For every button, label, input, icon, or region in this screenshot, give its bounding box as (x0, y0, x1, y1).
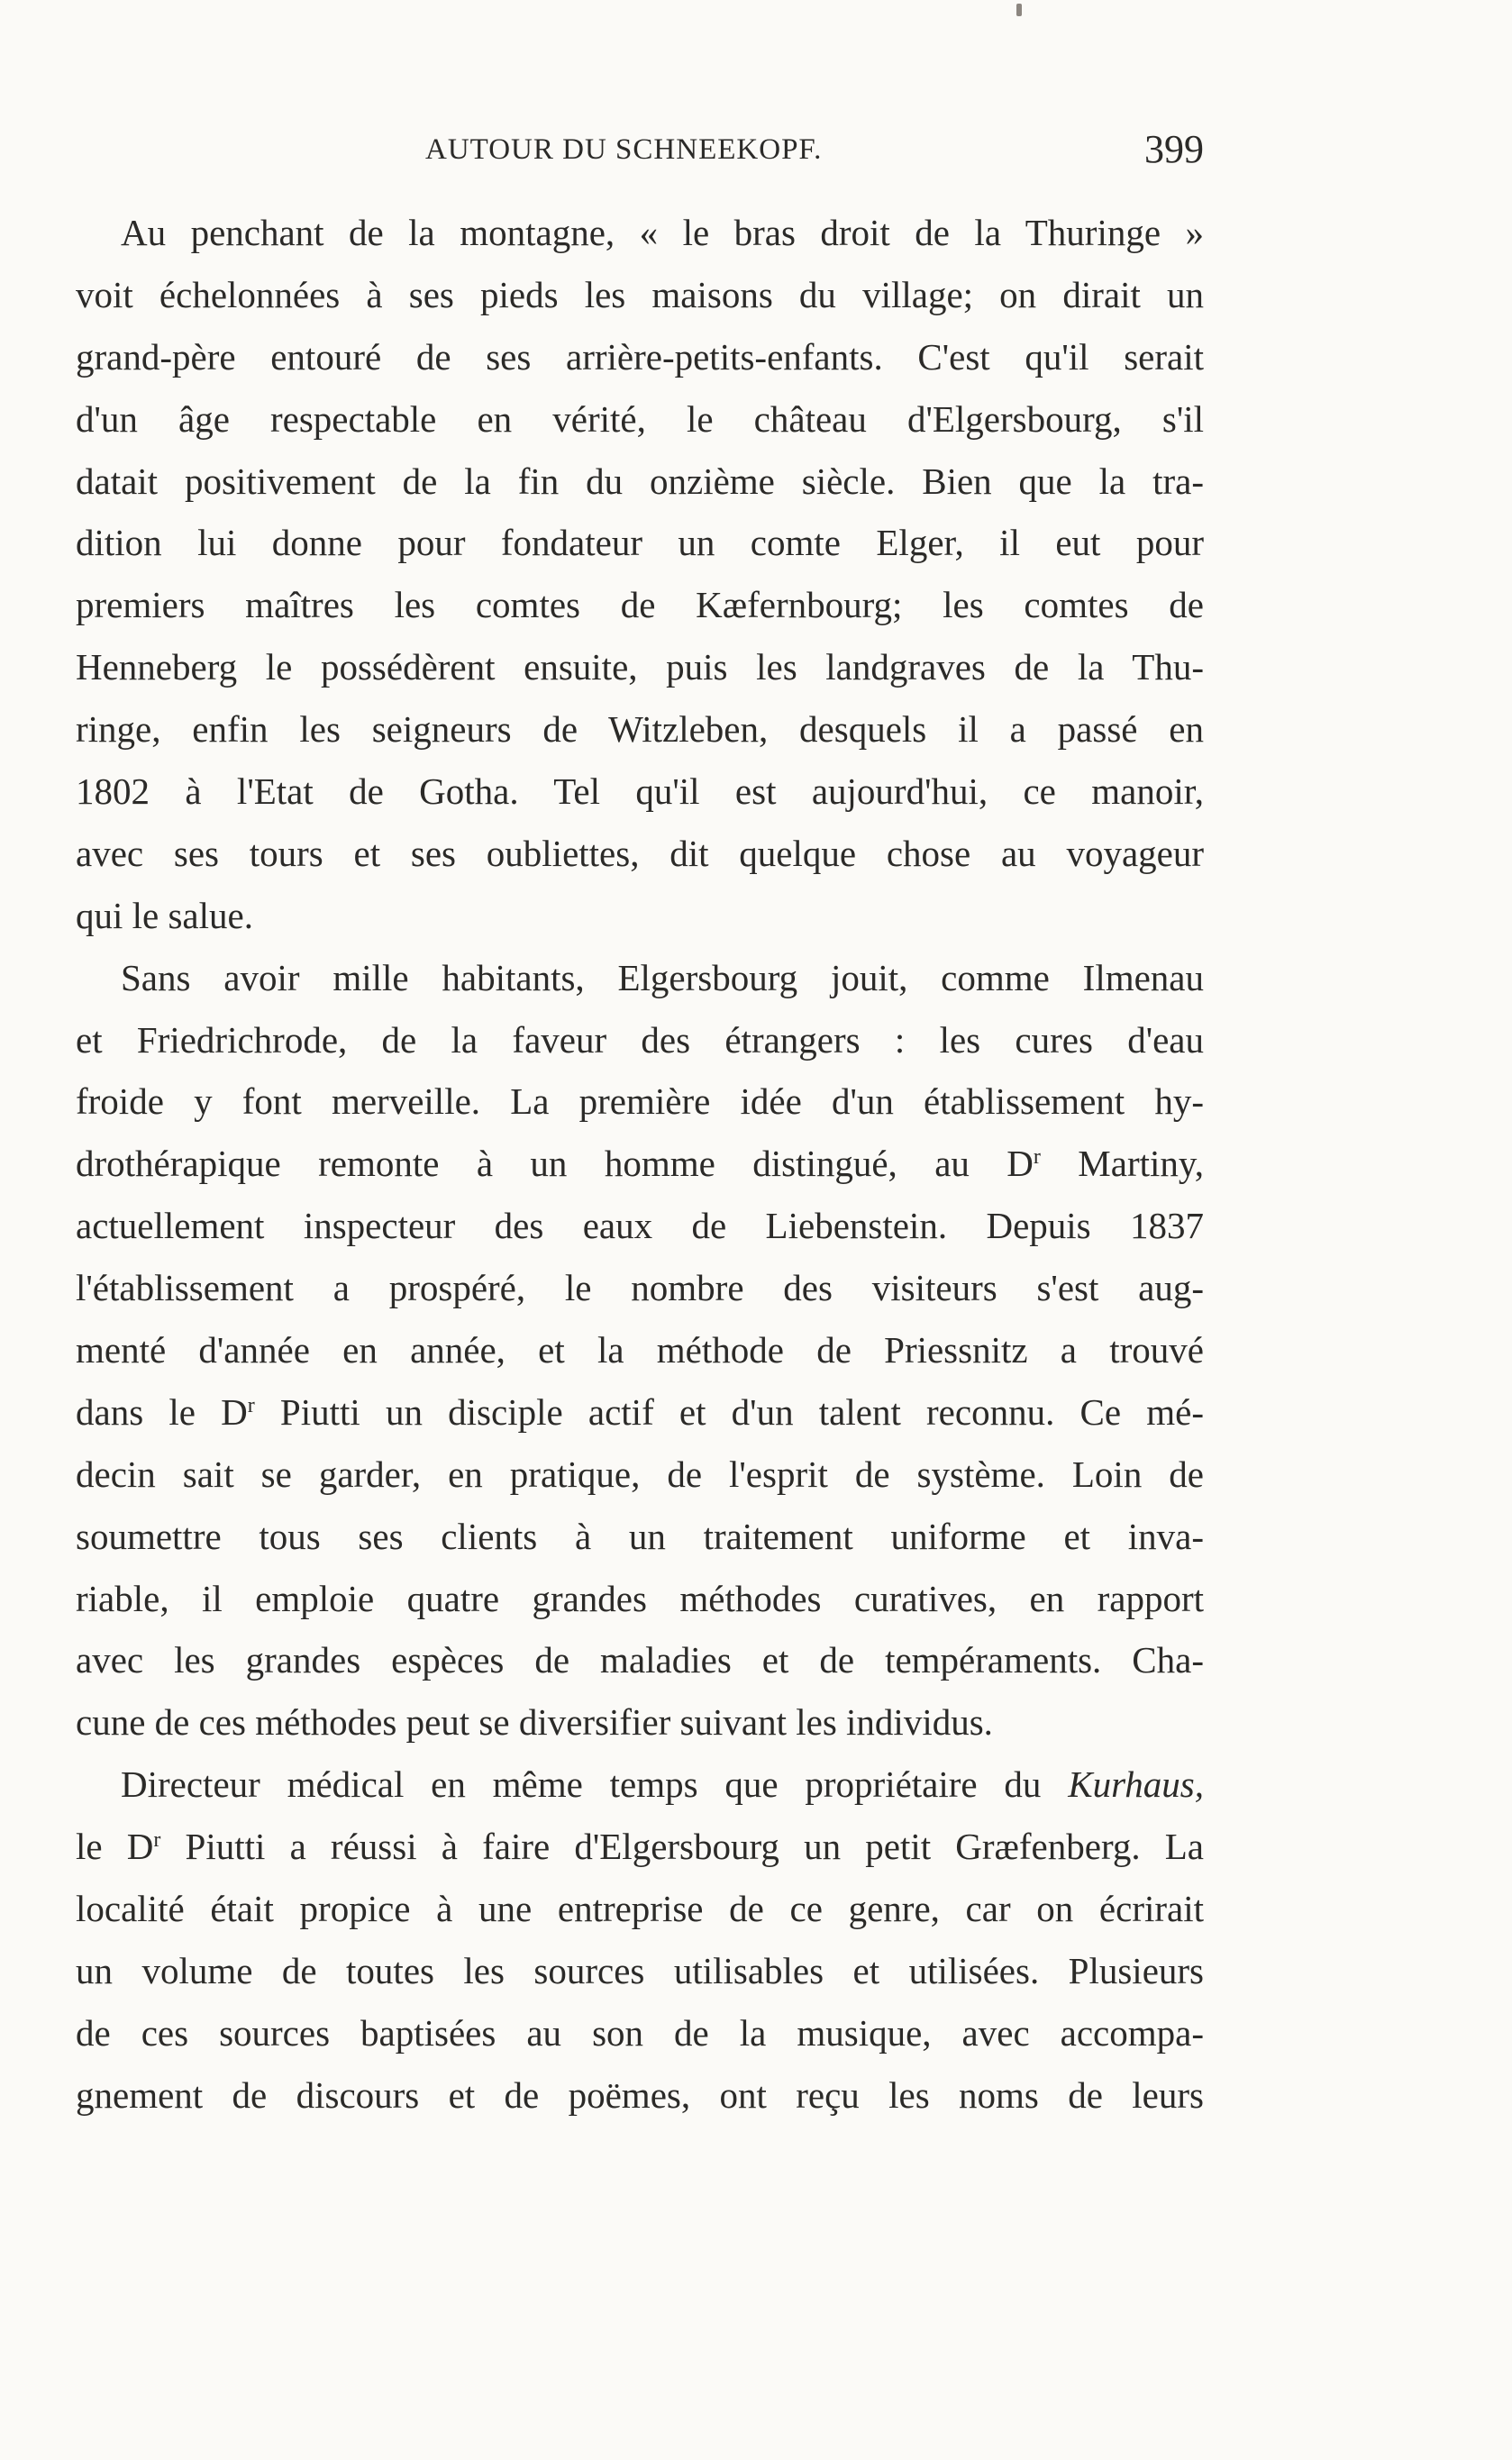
text-line: actuellement inspecteur des eaux de Liebenstein. Depuis 1837 (76, 1205, 1204, 1247)
text-line: de ces sources baptisées au son de la musique, avec accompa- (76, 2011, 1204, 2054)
text-line: froide y font merveille. La première idée d'un établissement hy- (76, 1080, 1204, 1123)
line-fragment: drothérapique remonte à un homme distingué, au D (76, 1143, 1034, 1185)
abbrev-superscript: r (247, 1393, 255, 1417)
text-line: d'un âge respectable en vérité, le château d'Elgersbourg, s'il (76, 397, 1204, 440)
text-line: decin sait se garder, en pratique, de l'esprit de système. Loin de (76, 1453, 1204, 1495)
text-line (76, 1381, 1204, 1444)
text-line: gnement de discours et de poëmes, ont reçu les noms de leurs (76, 2073, 1204, 2116)
text-line (76, 1754, 1204, 1816)
body-text (76, 202, 1204, 2127)
text-line: grand-père entouré de ses arrière-petits-enfants. C'est qu'il serait (76, 335, 1204, 378)
text-line: avec les grandes espèces de maladies et de tempéraments. Cha- (76, 1639, 1204, 1681)
page-number: 399 (1144, 127, 1204, 171)
text-line: ringe, enfin les seigneurs de Witzleben, desquels il a passé en (76, 708, 1204, 751)
text-line: premiers maîtres les comtes de Kæfernbourg; les comtes de (76, 584, 1204, 626)
ink-speck (1016, 4, 1022, 16)
running-title: AUTOUR DU SCHNEEKOPF. (425, 133, 823, 166)
text-line: 1802 à l'Etat de Gotha. Tel qu'il est aujourd'hui, ce manoir, (76, 770, 1204, 813)
text-line (76, 1133, 1204, 1195)
running-head (76, 126, 1204, 180)
text-line: riable, il emploie quatre grandes méthodes curatives, en rapport (76, 1577, 1204, 1619)
text-line: l'établissement a prospéré, le nombre des visiteurs s'est aug- (76, 1267, 1204, 1309)
text-line: qui le salue. (76, 894, 253, 936)
text-line: datait positivement de la fin du onzième siècle. Bien que la tra- (76, 460, 1204, 502)
abbrev-superscript: r (1033, 1145, 1041, 1170)
line-fragment: dans le D (76, 1390, 248, 1433)
text-line: Au penchant de la montagne, « le bras droit de la Thuringe » (121, 212, 1204, 253)
text-line: dition lui donne pour fondateur un comte Elger, il eut pour (76, 522, 1204, 564)
text-line: soumettre tous ses clients à un traitement uniforme et inva- (76, 1515, 1204, 1557)
line-fragment: Piutti un disciple actif et d'un talent reconnu. Ce mé- (254, 1390, 1204, 1433)
line-fragment: Piutti a réussi à faire d'Elgersbourg un petit Græfenberg. La (160, 1826, 1204, 1868)
text-line: un volume de toutes les sources utilisables et utilisées. Plusieurs (76, 1949, 1204, 1991)
text-line: et Friedrichrode, de la faveur des étrangers : les cures d'eau (76, 1018, 1204, 1061)
line-fragment: Directeur médical en même temps que propriétaire du (121, 1763, 1069, 1806)
text-line: Sans avoir mille habitants, Elgersbourg jouit, comme Ilmenau (121, 956, 1204, 998)
text-line: localité était propice à une entreprise de ce genre, car on écrirait (76, 1888, 1204, 1930)
text-line (76, 1816, 1204, 1878)
line-fragment: Martiny, (1040, 1143, 1204, 1185)
line-fragment: le D (76, 1826, 154, 1868)
text-line: avec ses tours et ses oubliettes, dit quelque chose au voyageur (76, 832, 1204, 874)
text-line: menté d'année en année, et la méthode de Priessnitz a trouvé (76, 1329, 1204, 1371)
text-line: voit échelonnées à ses pieds les maisons du village; on dirait un (76, 273, 1204, 315)
italic-term: Kurhaus, (1068, 1763, 1204, 1806)
text-line: cune de ces méthodes peut se diversifier suivant les individus. (76, 1701, 993, 1744)
text-line: Henneberg le possédèrent ensuite, puis les landgraves de la Thu- (76, 646, 1204, 688)
abbrev-superscript: r (153, 1828, 161, 1853)
